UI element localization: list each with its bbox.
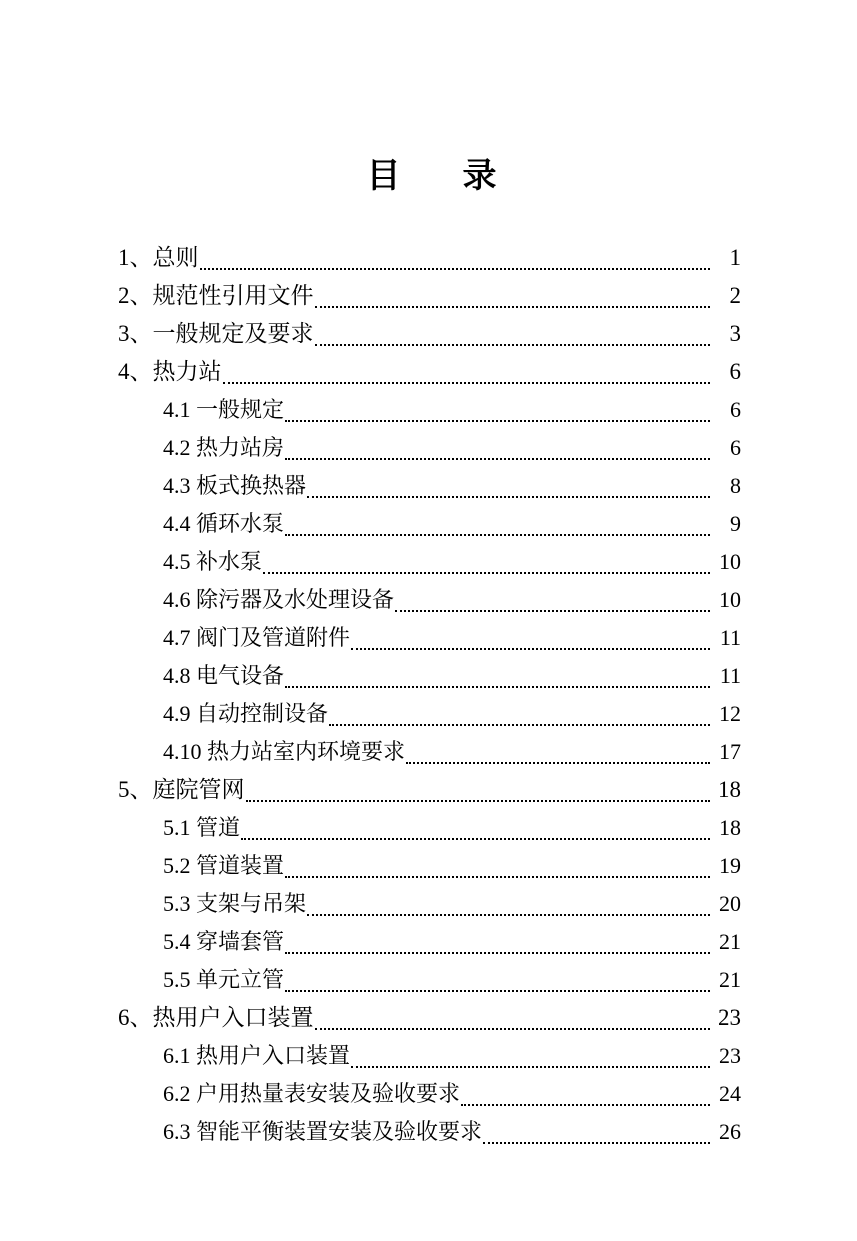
toc-entry[interactable] <box>0 1075 857 1113</box>
toc-entry[interactable] <box>0 733 857 771</box>
toc-entry-page-number: 23 <box>718 1005 741 1030</box>
toc-entry[interactable] <box>0 961 857 999</box>
toc-leader-dots <box>285 685 710 688</box>
toc-entry-page-number: 11 <box>719 663 741 688</box>
toc-leader-dots <box>483 1141 710 1144</box>
toc-entry-label: 4.2 热力站房 <box>163 435 285 460</box>
toc-leader-dots <box>285 951 710 954</box>
toc-entry-page-number: 9 <box>730 511 741 536</box>
toc-entry[interactable] <box>0 353 857 391</box>
toc-leader-dots <box>285 989 710 992</box>
toc-entry-label: 5.2 管道装置 <box>163 853 285 878</box>
toc-entry-label: 1、总则 <box>118 245 199 270</box>
toc-leader-dots <box>223 381 711 384</box>
toc-entry-label: 6.1 热用户入口装置 <box>163 1043 351 1068</box>
toc-entry-page-number: 3 <box>729 321 741 346</box>
toc-entry-label: 2、规范性引用文件 <box>118 283 314 308</box>
toc-entry[interactable] <box>0 619 857 657</box>
toc-entry-label: 5.5 单元立管 <box>163 967 285 992</box>
toc-entry[interactable] <box>0 581 857 619</box>
toc-leader-dots <box>315 305 711 308</box>
toc-entry-page-number: 6 <box>730 435 741 460</box>
toc-leader-dots <box>315 343 711 346</box>
toc-entry-page-number: 10 <box>719 549 741 574</box>
toc-entry-page-number: 8 <box>730 473 741 498</box>
toc-entry-page-number: 12 <box>719 701 741 726</box>
toc-entry[interactable] <box>0 543 857 581</box>
toc-entry[interactable] <box>0 695 857 733</box>
toc-entry[interactable] <box>0 391 857 429</box>
toc-entry-label: 5.3 支架与吊架 <box>163 891 307 916</box>
toc-entry-page-number: 6 <box>729 359 741 384</box>
table-of-contents <box>0 239 857 1151</box>
toc-entry-label: 4.9 自动控制设备 <box>163 701 329 726</box>
toc-entry-label: 4.6 除污器及水处理设备 <box>163 587 395 612</box>
toc-entry[interactable] <box>0 1113 857 1151</box>
toc-entry-page-number: 10 <box>719 587 741 612</box>
toc-leader-dots <box>200 267 711 270</box>
toc-entry-label: 4.7 阀门及管道附件 <box>163 625 351 650</box>
toc-entry-label: 4、热力站 <box>118 359 222 384</box>
toc-entry-label: 6.2 户用热量表安装及验收要求 <box>163 1081 461 1106</box>
toc-entry[interactable] <box>0 505 857 543</box>
toc-entry[interactable] <box>0 809 857 847</box>
toc-leader-dots <box>315 1027 711 1030</box>
toc-leader-dots <box>351 647 710 650</box>
toc-entry-page-number: 20 <box>719 891 741 916</box>
toc-entry[interactable] <box>0 429 857 467</box>
toc-leader-dots <box>395 609 710 612</box>
toc-leader-dots <box>329 723 710 726</box>
toc-entry[interactable] <box>0 1037 857 1075</box>
toc-entry[interactable] <box>0 885 857 923</box>
toc-entry-label: 5.1 管道 <box>163 815 241 840</box>
toc-entry-label: 3、一般规定及要求 <box>118 321 314 346</box>
toc-entry[interactable] <box>0 467 857 505</box>
toc-entry-page-number: 18 <box>719 815 741 840</box>
toc-entry[interactable] <box>0 657 857 695</box>
toc-leader-dots <box>307 495 710 498</box>
toc-entry[interactable] <box>0 999 857 1037</box>
toc-entry[interactable] <box>0 771 857 809</box>
toc-entry-page-number: 21 <box>719 929 741 954</box>
toc-leader-dots <box>351 1065 710 1068</box>
toc-leader-dots <box>307 913 710 916</box>
toc-entry[interactable] <box>0 277 857 315</box>
toc-entry-page-number: 6 <box>730 397 741 422</box>
toc-entry-label: 5、庭院管网 <box>118 777 245 802</box>
toc-entry-label: 4.10 热力站室内环境要求 <box>163 739 406 764</box>
toc-leader-dots <box>285 419 710 422</box>
toc-entry-page-number: 2 <box>729 283 741 308</box>
toc-leader-dots <box>285 457 710 460</box>
toc-entry-label: 4.1 一般规定 <box>163 397 285 422</box>
toc-entry-page-number: 21 <box>719 967 741 992</box>
toc-entry-page-number: 11 <box>719 625 741 650</box>
toc-entry-page-number: 18 <box>718 777 741 802</box>
toc-entry-label: 5.4 穿墙套管 <box>163 929 285 954</box>
toc-leader-dots <box>285 533 710 536</box>
toc-entry[interactable] <box>0 923 857 961</box>
toc-entry-label: 6、热用户入口装置 <box>118 1005 314 1030</box>
toc-entry-page-number: 1 <box>729 245 741 270</box>
page-title: 目 录 <box>366 158 511 195</box>
toc-entry[interactable] <box>0 239 857 277</box>
toc-leader-dots <box>285 875 710 878</box>
toc-entry-label: 4.8 电气设备 <box>163 663 285 688</box>
toc-leader-dots <box>246 799 711 802</box>
toc-entry-label: 4.3 板式换热器 <box>163 473 307 498</box>
toc-entry-page-number: 23 <box>719 1043 741 1068</box>
toc-leader-dots <box>461 1103 710 1106</box>
toc-entry-page-number: 26 <box>719 1119 741 1144</box>
toc-entry-page-number: 17 <box>719 739 741 764</box>
toc-entry-label: 4.4 循环水泵 <box>163 511 285 536</box>
toc-entry-label: 4.5 补水泵 <box>163 549 263 574</box>
toc-leader-dots <box>263 571 710 574</box>
toc-leader-dots <box>406 761 710 764</box>
toc-entry-page-number: 19 <box>719 853 741 878</box>
toc-entry[interactable] <box>0 315 857 353</box>
toc-entry-label: 6.3 智能平衡装置安装及验收要求 <box>163 1119 483 1144</box>
toc-leader-dots <box>241 837 710 840</box>
toc-entry-page-number: 24 <box>719 1081 741 1106</box>
toc-entry[interactable] <box>0 847 857 885</box>
